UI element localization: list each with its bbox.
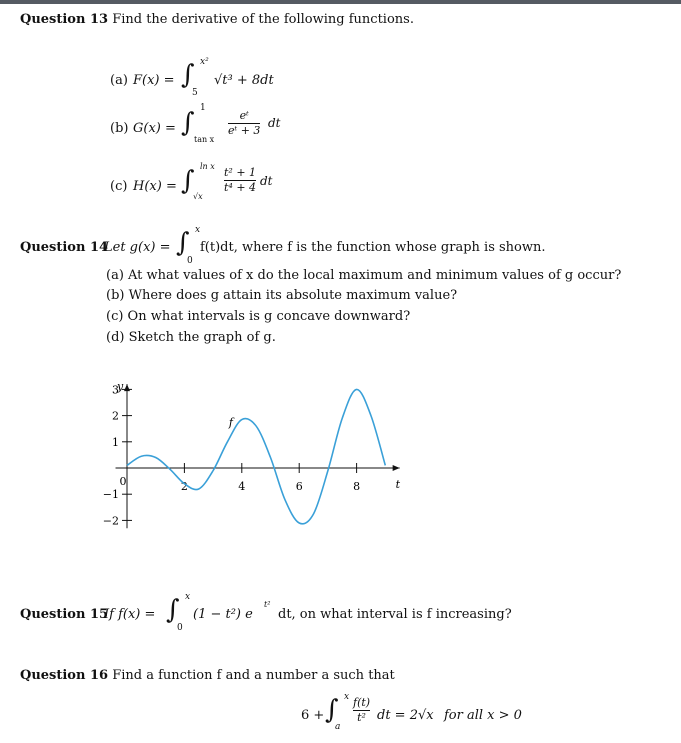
q13c-lower: √x xyxy=(193,192,203,201)
q13-text: Find the derivative of the following functions. xyxy=(112,12,414,27)
x-tick-label: 4 xyxy=(238,480,246,493)
q16-denominator: t² xyxy=(357,711,366,724)
y-tick-label: 1 xyxy=(112,435,119,449)
q15-exponent: t² xyxy=(264,600,271,609)
x-axis-label: t xyxy=(395,478,401,491)
x-axis-arrow xyxy=(393,465,400,471)
y-axis-label: y xyxy=(117,380,124,394)
q14-item-a: (a) At what values of x do the local maximum and minimum values of g occur? xyxy=(106,268,622,283)
q16-fraction xyxy=(353,697,370,724)
q13c-dt: dt xyxy=(260,174,273,188)
q13b-integral-sign: ∫ xyxy=(181,108,195,138)
q14-label: Question 14 xyxy=(20,240,109,255)
x-tick-label: 8 xyxy=(353,480,361,493)
x-tick-label: 2 xyxy=(180,480,188,493)
q13c-label: (c) xyxy=(110,179,128,194)
q13c-denominator: t⁴ + 4 xyxy=(224,181,257,194)
graph-curve-group xyxy=(127,389,385,523)
q13b-lhs: G(x) = xyxy=(133,121,176,136)
q14-lower: 0 xyxy=(187,256,193,266)
q13b-numerator: eᵗ xyxy=(239,109,249,122)
q16-condition: for all x > 0 xyxy=(444,708,522,723)
y-tick-label: −1 xyxy=(102,488,119,502)
q14-prefix: Let g(x) = xyxy=(104,240,171,255)
origin-label: 0 xyxy=(119,475,127,488)
q13b-lower: tan x xyxy=(194,135,215,144)
q13b-denominator: eᵗ + 3 xyxy=(228,124,261,137)
y-tick-label: −2 xyxy=(102,514,119,528)
q16-lower: a xyxy=(335,722,341,732)
q15-suffix: dt, on what interval is f increasing? xyxy=(278,607,512,622)
q13c-lhs: H(x) = xyxy=(133,179,177,194)
q16-eq-right: dt = 2√x xyxy=(377,708,434,723)
q13-label: Question 13 xyxy=(20,12,109,27)
q15-prefix: If f(x) = xyxy=(104,607,156,622)
q13c-upper: ln x xyxy=(200,162,215,171)
q13c-integral-sign: ∫ xyxy=(181,166,195,196)
q14-item-d: (d) Sketch the graph of g. xyxy=(106,330,276,345)
q15-label: Question 15 xyxy=(20,607,109,622)
q16-label: Question 16 xyxy=(20,668,109,683)
q16-integral-sign: ∫ xyxy=(325,695,339,725)
q13b-label: (b) xyxy=(110,121,129,136)
q16-upper: x xyxy=(344,692,350,702)
q15-integrand: (1 − t²) e xyxy=(193,607,253,622)
q16-header xyxy=(20,668,395,683)
q14-item-b: (b) Where does g attain its absolute maximum value? xyxy=(106,288,458,303)
q15-lower: 0 xyxy=(177,623,183,633)
q14-item-c: (c) On what intervals is g concave downward? xyxy=(106,309,411,324)
q16-text: Find a function f and a number a such that xyxy=(112,668,395,683)
q13a-integral-sign: ∫ xyxy=(181,60,195,90)
q13b-upper: 1 xyxy=(200,103,206,113)
y-tick-label: 2 xyxy=(112,409,119,423)
q13a-lhs: F(x) = xyxy=(133,73,175,88)
q13a-integrand: √t³ + 8dt xyxy=(214,73,274,88)
q13c-numerator: t² + 1 xyxy=(224,166,257,179)
q16-eq-left: 6 + xyxy=(301,708,325,723)
q15-integral-sign: ∫ xyxy=(166,595,180,625)
q13a-label: (a) xyxy=(110,73,128,88)
curve-label: f xyxy=(228,416,233,430)
q14-upper: x xyxy=(195,225,201,235)
graph-axes xyxy=(116,380,401,528)
q13b-dt: dt xyxy=(268,116,281,130)
q13a-upper: x² xyxy=(200,57,209,67)
y-axis-arrow xyxy=(124,384,130,391)
q14-integral-sign: ∫ xyxy=(176,228,190,258)
q14-integrand-text: f(t)dt, where f is the function whose graph is shown. xyxy=(200,240,546,255)
y-tick-label: 3 xyxy=(112,383,119,397)
f-curve xyxy=(127,389,385,523)
q15-upper: x xyxy=(185,592,191,602)
x-tick-label: 6 xyxy=(295,480,303,493)
q16-numerator: f(t) xyxy=(353,696,371,709)
q13a-lower: 5 xyxy=(192,88,198,98)
